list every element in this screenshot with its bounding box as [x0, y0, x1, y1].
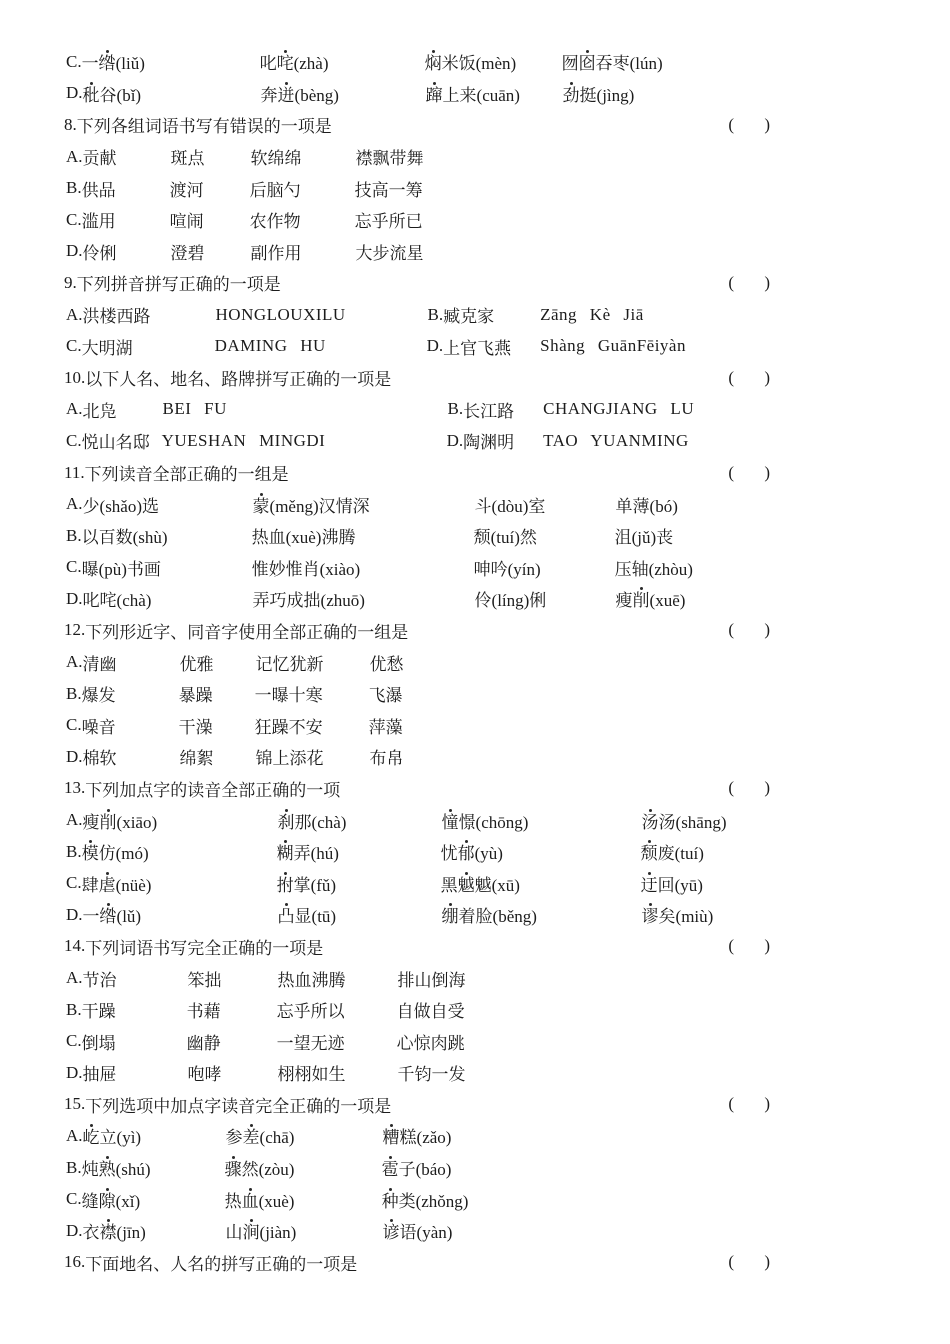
option-item: 干澡	[178, 717, 213, 737]
option-label: C.	[66, 1189, 82, 1209]
option-label: B.	[66, 841, 82, 861]
question-title: 下列读音全部正确的一组是	[84, 465, 289, 485]
option-label: D.	[66, 83, 83, 103]
option-item: 供品	[81, 180, 116, 200]
option-label: A.	[66, 304, 83, 324]
option-item: 凸显(tū)	[277, 907, 337, 927]
question-number: 14.	[64, 936, 86, 956]
option-item: 干躁	[81, 1002, 116, 1022]
option-label: C.	[66, 873, 82, 893]
question-title-row	[0, 1089, 950, 1121]
option-item: 压轴(zhòu)	[614, 559, 693, 579]
option-item: 种类(zhǒng)	[381, 1191, 469, 1211]
option-label: D.	[66, 746, 83, 766]
question-title: 下列拼音拼写正确的一项是	[76, 275, 281, 295]
option-row	[0, 804, 950, 836]
option-item: 山涧(jiàn)	[225, 1223, 297, 1243]
option-item: 绵絮	[179, 749, 214, 769]
option-label: D.	[66, 241, 83, 261]
option-item: 叱咤(chà)	[82, 591, 152, 611]
option-label: A.	[66, 146, 83, 166]
option-item: 热血(xuè)	[224, 1191, 295, 1211]
option-row	[0, 141, 950, 173]
option-item: 忧郁(yù)	[440, 844, 503, 864]
option-item: 迂回(yū)	[640, 875, 703, 895]
option-item: 以百数(shù)	[81, 528, 168, 548]
option-item: 一望无迹	[276, 1033, 345, 1053]
option-label: D.	[66, 1062, 83, 1082]
option-label: C.	[66, 1031, 82, 1051]
option-item: 颓(tuí)然	[473, 528, 537, 548]
option-label: D.	[66, 1220, 83, 1240]
option-row	[0, 488, 950, 520]
question-title: 以下人名、地名、路牌拼写正确的一项是	[85, 370, 392, 390]
option-item: 热血(xuè)沸腾	[251, 528, 356, 548]
option-pinyin: DAMING HU	[214, 336, 326, 356]
option-item: 大步流星	[355, 243, 424, 263]
option-item: 斑点	[170, 149, 205, 169]
option-row	[0, 78, 950, 110]
option-row	[0, 899, 950, 931]
option-item: 模仿(mó)	[81, 844, 149, 864]
option-word: 上官飞燕	[443, 338, 512, 358]
option-label: D.	[446, 430, 464, 450]
option-label: A.	[66, 1125, 83, 1145]
option-item: 锦上添花	[255, 749, 324, 769]
question-title-row	[0, 615, 950, 647]
option-item: 绷着脸(běng)	[441, 907, 537, 927]
option-pinyin: BEI FU	[162, 399, 227, 419]
option-item: 焖米饭(mèn)	[424, 54, 517, 74]
option-item: 呻吟(yín)	[473, 559, 541, 579]
option-item: 农作物	[249, 212, 301, 232]
answer-blank: ( )	[728, 462, 770, 482]
option-item: 黑魆魆(xū)	[440, 875, 520, 895]
question-number: 8.	[64, 114, 77, 134]
option-label: A.	[66, 652, 83, 672]
option-item: 一绺(liǔ)	[81, 54, 145, 74]
option-row	[0, 46, 950, 78]
option-item: 襟飘带舞	[355, 149, 424, 169]
option-label: B.	[447, 399, 464, 419]
option-item: 糊弄(hú)	[276, 844, 339, 864]
option-item: 汤汤(shāng)	[641, 812, 727, 832]
option-item: 千钧一发	[397, 1065, 466, 1085]
option-row	[0, 236, 950, 268]
option-item: 曝(pù)书画	[81, 559, 161, 579]
option-item: 棉软	[82, 749, 117, 769]
option-word: 臧克家	[443, 307, 495, 327]
option-item: 优雅	[179, 654, 214, 674]
question-number: 9.	[64, 272, 77, 292]
question-title-row	[0, 109, 950, 141]
option-item: 记忆犹新	[255, 654, 324, 674]
option-item: 布帛	[369, 749, 404, 769]
option-item: 软绵绵	[250, 149, 302, 169]
option-item: 劲挺(jìng)	[562, 85, 635, 105]
option-pinyin: YUESHAN MINGDI	[161, 430, 326, 450]
question-title: 下列形近字、同音字使用全部正确的一组是	[85, 622, 409, 642]
option-row	[0, 994, 950, 1026]
option-item: 伶俐	[82, 243, 117, 263]
option-label: A.	[66, 494, 83, 514]
option-row	[0, 520, 950, 552]
option-item: 排山倒海	[397, 970, 466, 990]
option-item: 后脑勺	[249, 180, 301, 200]
option-row	[0, 741, 950, 773]
option-item: 幽静	[186, 1033, 221, 1053]
option-row	[0, 552, 950, 584]
option-row	[0, 646, 950, 678]
option-item: 炖熟(shú)	[81, 1160, 151, 1180]
option-label: D.	[426, 336, 444, 356]
option-item: 奔迸(bèng)	[260, 85, 339, 105]
option-item: 萍藻	[368, 717, 403, 737]
answer-blank: ( )	[728, 936, 770, 956]
option-row	[0, 1215, 950, 1247]
option-item: 惟妙惟肖(xiào)	[251, 559, 361, 579]
question-number: 16.	[64, 1252, 86, 1272]
option-item: 雹子(báo)	[381, 1160, 452, 1180]
option-item: 衣襟(jīn)	[82, 1223, 146, 1243]
option-item: 自做自受	[396, 1002, 465, 1022]
option-label: B.	[66, 999, 82, 1019]
option-label: D.	[66, 904, 83, 924]
option-label: C.	[66, 557, 82, 577]
option-item: 栩栩如生	[277, 1065, 346, 1085]
answer-blank: ( )	[728, 1252, 770, 1272]
question-title-row	[0, 1247, 950, 1279]
option-row	[0, 962, 950, 994]
option-item: 糟糕(zǎo)	[382, 1128, 452, 1148]
option-item: 咆哮	[187, 1065, 222, 1085]
option-item: 喧闹	[169, 212, 204, 232]
option-label: B.	[66, 1157, 82, 1177]
option-item: 滥用	[81, 212, 116, 232]
option-label: D.	[66, 588, 83, 608]
answer-blank: ( )	[728, 367, 770, 387]
option-item: 秕谷(bǐ)	[82, 85, 142, 105]
option-item: 倒塌	[81, 1033, 116, 1053]
question-title-row	[0, 457, 950, 489]
option-item: 谚语(yàn)	[382, 1223, 453, 1243]
answer-blank: ( )	[728, 620, 770, 640]
question-title: 下面地名、人名的拼写正确的一项是	[85, 1254, 358, 1274]
option-item: 副作用	[250, 243, 302, 263]
option-label: C.	[66, 430, 82, 450]
option-item: 暴躁	[178, 686, 213, 706]
option-item: 拊掌(fǔ)	[276, 875, 337, 895]
option-label: B.	[66, 525, 82, 545]
option-pinyin: Shàng GuānFēiyàn	[540, 336, 686, 356]
question-title-row	[0, 362, 950, 394]
option-item: 刹那(chà)	[277, 812, 347, 832]
option-label: C.	[66, 51, 82, 71]
option-item: 少(shǎo)选	[82, 496, 160, 516]
option-item: 蒙(měng)汉情深	[252, 496, 370, 516]
question-title-row	[0, 267, 950, 299]
option-word: 洪楼西路	[82, 307, 151, 327]
answer-blank: ( )	[728, 778, 770, 798]
option-row	[0, 172, 950, 204]
option-row	[0, 204, 950, 236]
question-number: 15.	[64, 1094, 86, 1114]
option-word: 北凫	[82, 401, 117, 421]
option-item: 笨拙	[187, 970, 222, 990]
option-label: C.	[66, 715, 82, 735]
option-row	[0, 1025, 950, 1057]
answer-blank: ( )	[728, 114, 770, 134]
option-item: 飞瀑	[368, 686, 403, 706]
option-row	[0, 1183, 950, 1215]
question-title-row	[0, 931, 950, 963]
question-title: 下列选项中加点字读音完全正确的一项是	[85, 1096, 392, 1116]
option-item: 忘乎所以	[276, 1002, 345, 1022]
option-row	[0, 1152, 950, 1184]
option-pinyin: Zāng Kè Jiā	[540, 304, 644, 324]
option-label: B.	[66, 178, 82, 198]
option-word: 长江路	[463, 401, 515, 421]
question-title-row	[0, 773, 950, 805]
option-label: A.	[66, 810, 83, 830]
option-item: 叱咤(zhà)	[259, 54, 329, 74]
option-item: 斗(dòu)室	[474, 496, 546, 516]
option-item: 弄巧成拙(zhuō)	[252, 591, 365, 611]
option-word: 陶渊明	[463, 433, 515, 453]
option-row	[0, 836, 950, 868]
option-item: 狂躁不安	[254, 717, 323, 737]
option-item: 颓废(tuí)	[640, 844, 704, 864]
option-item: 渡河	[169, 180, 204, 200]
option-item: 节治	[82, 970, 117, 990]
option-item: 一曝十寒	[254, 686, 323, 706]
option-label: A.	[66, 968, 83, 988]
option-item: 憧憬(chōng)	[441, 812, 529, 832]
option-row	[0, 330, 950, 362]
option-label: C.	[66, 336, 82, 356]
option-label: B.	[427, 304, 444, 324]
option-word: 悦山名邸	[81, 433, 150, 453]
option-item: 优愁	[369, 654, 404, 674]
option-item: 贡献	[82, 149, 117, 169]
option-item: 蹿上来(cuān)	[425, 85, 520, 105]
option-item: 书藉	[186, 1002, 221, 1022]
option-item: 热血沸腾	[277, 970, 346, 990]
question-title: 下列加点字的读音全部正确的一项	[85, 780, 341, 800]
option-item: 澄碧	[170, 243, 205, 263]
option-row	[0, 867, 950, 899]
option-item: 谬矣(miù)	[641, 907, 714, 927]
option-item: 心惊肉跳	[396, 1033, 465, 1053]
option-row	[0, 583, 950, 615]
option-item: 肆虐(nüè)	[81, 875, 152, 895]
option-item: 缝隙(xǐ)	[81, 1191, 141, 1211]
option-item: 抽屉	[82, 1065, 117, 1085]
answer-blank: ( )	[728, 272, 770, 292]
option-row	[0, 1120, 950, 1152]
option-row	[0, 299, 950, 331]
answer-blank: ( )	[728, 1094, 770, 1114]
question-number: 11.	[64, 462, 85, 482]
question-title: 下列词语书写完全正确的一项是	[85, 938, 324, 958]
question-title: 下列各组词语书写有错误的一项是	[76, 117, 332, 137]
option-item: 忘乎所已	[354, 212, 423, 232]
option-row	[0, 425, 950, 457]
option-item: 参差(chā)	[225, 1128, 295, 1148]
option-word: 大明湖	[81, 338, 133, 358]
option-item: 骤然(zòu)	[224, 1160, 295, 1180]
option-row	[0, 678, 950, 710]
option-pinyin: TAO YUANMING	[543, 430, 689, 450]
option-row	[0, 394, 950, 426]
question-number: 13.	[64, 778, 86, 798]
option-item: 伶(líng)俐	[474, 591, 547, 611]
option-pinyin: CHANGJIANG LU	[543, 399, 695, 419]
option-item: 清幽	[82, 654, 117, 674]
question-number: 12.	[64, 620, 86, 640]
option-pinyin: HONGLOUXILU	[215, 304, 346, 324]
option-item: 屹立(yì)	[82, 1128, 142, 1148]
option-label: B.	[66, 683, 82, 703]
option-label: C.	[66, 209, 82, 229]
option-label: A.	[66, 399, 83, 419]
question-number: 10.	[64, 367, 86, 387]
option-item: 瘦削(xiāo)	[82, 812, 158, 832]
option-row	[0, 709, 950, 741]
option-item: 囫囵吞枣(lún)	[561, 54, 663, 74]
option-item: 瘦削(xuē)	[615, 591, 686, 611]
option-item: 噪音	[81, 717, 116, 737]
option-item: 单薄(bó)	[615, 496, 678, 516]
option-item: 沮(jǔ)丧	[614, 528, 674, 548]
option-row	[0, 1057, 950, 1089]
option-item: 技高一筹	[354, 180, 423, 200]
option-item: 爆发	[81, 686, 116, 706]
option-item: 一绺(lǔ)	[82, 907, 142, 927]
